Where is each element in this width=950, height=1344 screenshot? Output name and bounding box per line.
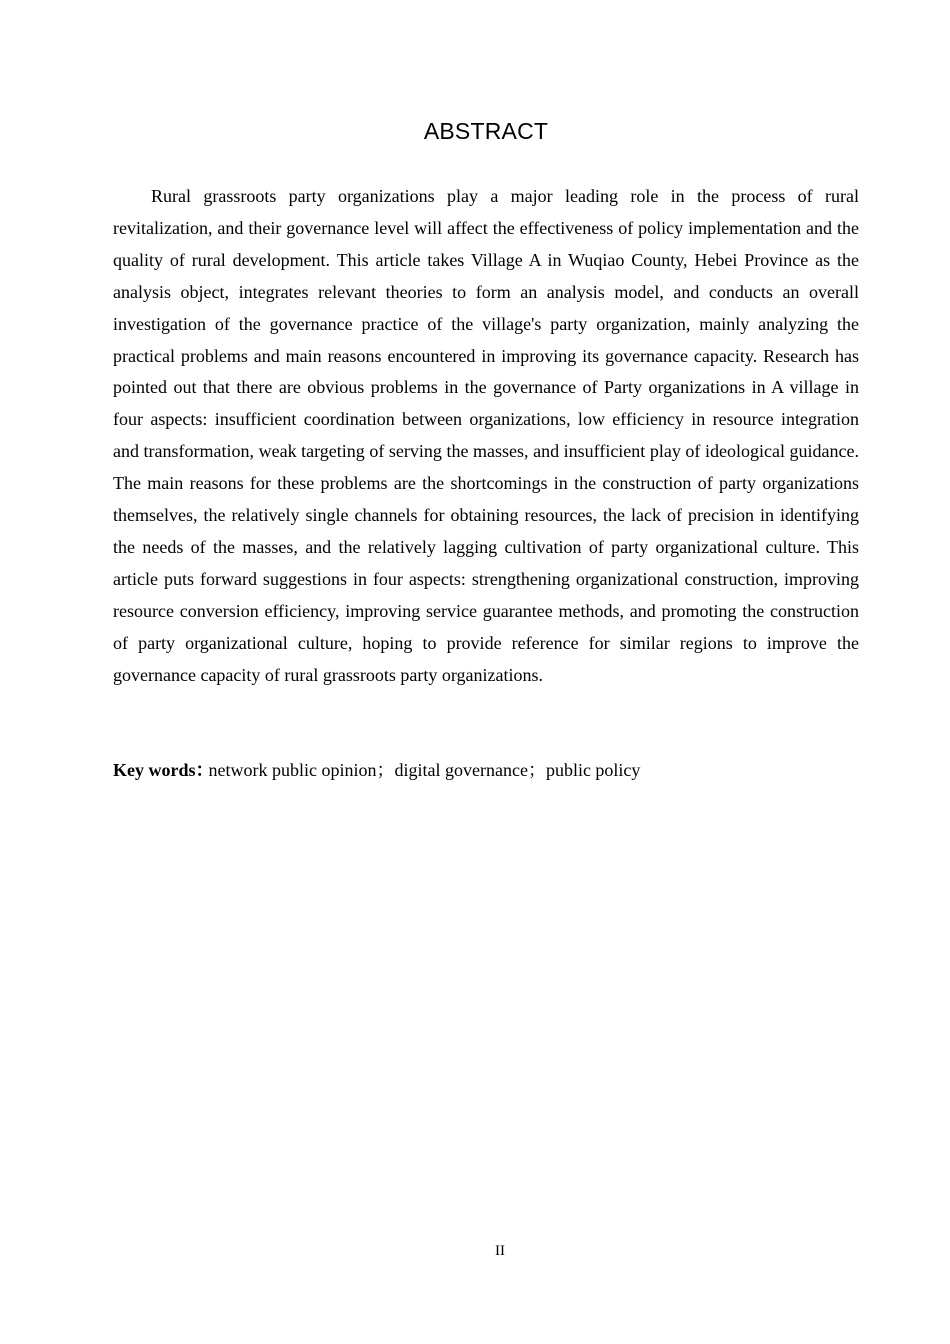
abstract-paragraph: Rural grassroots party organizations play a major leading role in the process of rural revitalization, and their governance level will affect the effectiveness of policy implementation and the quality of rural development. This article takes Village A in Wuqiao County, Hebei Province as the analysis object, integrates relevant theories to form an analysis model, and conducts an overall investigation of the governance practice of the village's party organization, mainly analyzing the practical problems and main reasons encountered in improving its governance capacity. Research has pointed out that there are obvious problems in the governance of Party organizations in A village in four aspects: insufficient coordination between organizations, low efficiency in resource integration and transformation, weak targeting of serving the masses, and insufficient play of ideological guidance. The main reasons for these problems are the shortcomings in the construction of party organizations themselves, the relatively single channels for obtaining resources, the lack of precision in identifying the needs of the masses, and the relatively lagging cultivation of party organizational culture. This article puts forward suggestions in four aspects: strengthening organizational construction, improving resource conversion efficiency, improving service guarantee methods, and promoting the construction of party organizational culture, hoping to provide reference for similar regions to improve the governance capacity of rural grassroots party organizations. xyxy=(113,186,859,685)
keyword-item: public policy xyxy=(545,760,641,780)
abstract-heading: ABSTRACT xyxy=(423,118,549,144)
keyword-separator: ； xyxy=(527,760,546,780)
keyword-item: network public opinion xyxy=(208,760,377,780)
keyword-separator: ； xyxy=(376,760,395,780)
page-number: II xyxy=(495,1243,505,1259)
keywords-colon: ： xyxy=(195,760,214,780)
keyword-item: digital governance xyxy=(394,760,528,780)
keywords-label: Key words xyxy=(113,760,196,780)
keywords-line xyxy=(113,755,859,787)
